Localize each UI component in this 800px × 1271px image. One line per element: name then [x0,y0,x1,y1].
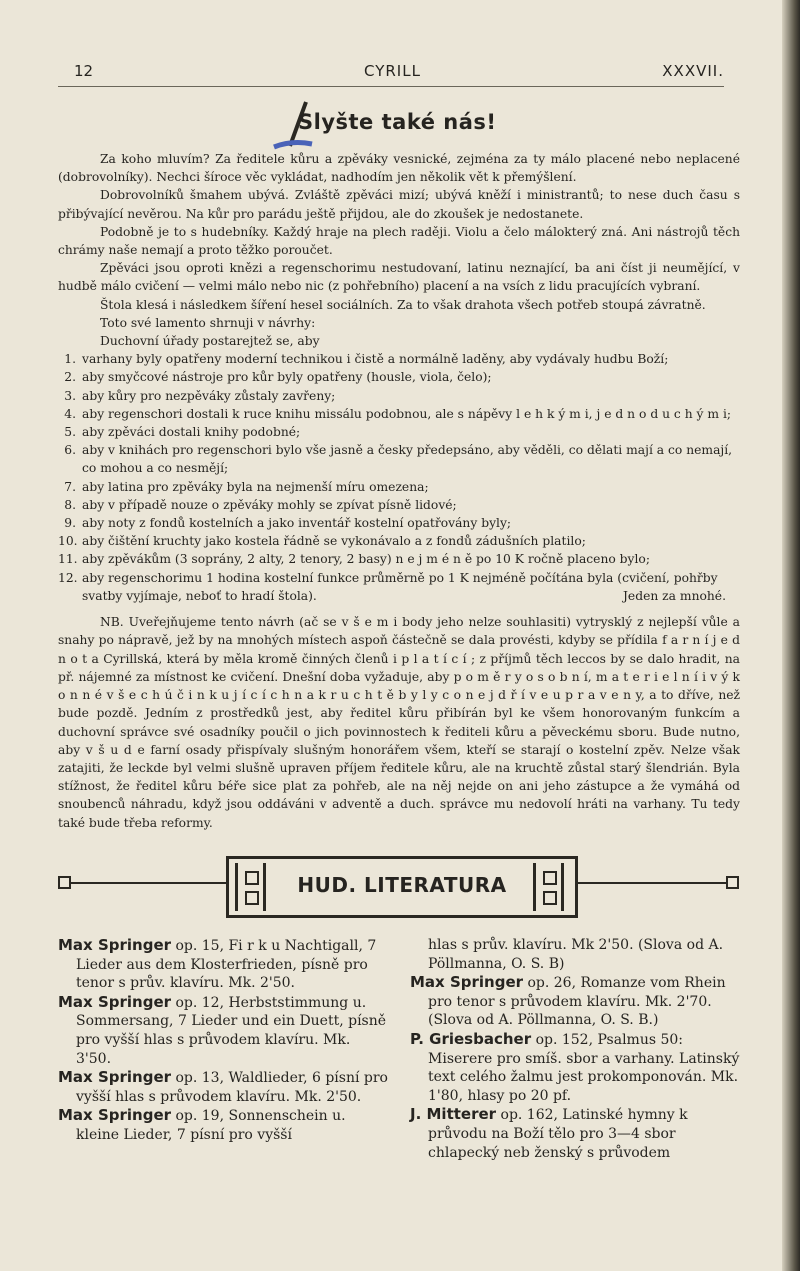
literature-entry: Max Springer op. 13, Waldlieder, 6 písní pro vyšší hlas s průvodem klavíru. Mk. 2'50. [58,1068,388,1105]
paragraph: Zpěváci jsou oproti knězi a regenschorimu nestudovaní, latinu neznající, ba ani číst ji neumějící, v hudbě málo cvičení — velmi málo nebo nic (z pohřebního) placení a na vsích z lidu pracujících vybraní. [58,261,740,294]
paragraph: Dobrovolníků šmahem ubývá. Zvláště zpěváci mizí; ubývá kněží i ministrantů; to nese duch času s přibývající nevěrou. Na kůr pro parádu ještě přijdou, ale do zkoušek je nedostanete. [58,188,740,221]
running-header [74,62,724,84]
article-title: Slyšte také nás! [298,110,497,134]
literature-entry: Max Springer op. 19, Sonnenschein u. kleine Lieder, 7 písní pro vyšší [58,1106,346,1143]
paragraph: Podobně je to s hudebníky. Každý hraje na plech raději. Violu a čelo málokterý zná. Ani nástrojů těch chrámy naše nemají a proto těžko poroučet. [58,224,740,258]
banner-box [226,856,578,918]
proposal-list [58,350,740,605]
entry-author: Max Springer [410,973,524,992]
literature-entry: Max Springer op. 26, Romanze vom Rhein pro tenor s průvodem klavíru. Mk. 2'70. (Slova od A. Pöllmanna, O. S. B.) [410,973,726,1029]
list-item: 5. aby zpěváci dostali knihy podobné; [64,425,301,440]
banner-ornament-right [533,863,569,911]
paragraph: Toto své lamento shrnuji v návrhy: [100,315,316,330]
section-banner [58,856,740,916]
entry-author: P. Griesbacher [410,1029,532,1048]
literature-entry-continued: hlas s prův. klavíru. Mk 2'50. (Slova od A. Pöllmanna, O. S. B) [428,937,724,972]
signature: Jeden za mnohé. [623,589,726,604]
list-item: 12. aby regenschorimu 1 hodina kostelní funkce průměrně po 1 K nejméně počítána byla (cvičení, pohřby svatby vyjímaje, neboť to hradí štola). [58,570,718,603]
literature-column-right [410,936,740,1162]
literature-entry: Max Springer op. 15, Fi r k u Nachtigall, 7 Lieder aus dem Klosterfrieden, písně pro tenor s prův. klavíru. Mk. 2'50. [58,936,377,992]
banner-square-left [58,876,71,889]
list-item: 2. aby smyčcové nástroje pro kůr byly opatřeny (housle, viola, čelo); [64,370,492,385]
page-number: 12 [74,62,94,80]
banner-rule-right [572,882,732,884]
literature-entry: P. Griesbacher op. 152, Psalmus 50: Miserere pro smíš. sbor a varhany. Latinský text celého žalmu jest prokomponován. Mk. 1'80, hlasy po 20 pf. [410,1029,740,1104]
paragraph: Duchovní úřady postarejtež se, aby [100,334,320,349]
literature-column-left [58,936,388,1145]
article-body [58,150,740,832]
list-item: 4. aby regenschori dostali k ruce knihu missálu podobnou, ale s nápěvy l e h k ý m i, j e d n o d u c h ý m i; [64,406,732,421]
paragraph: Štola klesá i následkem šíření hesel sociálních. Za to však drahota všech potřeb stoupá závratně. [100,297,706,312]
list-item: 11. aby zpěvákům (3 soprány, 2 alty, 2 tenory, 2 basy) n e j m é n ě po 10 K ročně placeno bylo; [58,552,650,567]
entry-author: Max Springer [58,1068,172,1087]
section-title: HUD. LITERATURA [297,873,507,897]
list-item: 9. aby noty z fondů kostelních a jako inventář kostelní opatřovány byly; [64,516,512,531]
list-item: 3. aby kůry pro nezpěváky zůstaly zavřeny; [64,388,336,403]
literature-entry: Max Springer op. 12, Herbststimmung u. Sommersang, 7 Lieder und ein Duett, písně pro vyšší hlas s průvodem klavíru. Mk. 3'50. [58,992,387,1067]
volume-number: XXXVII. [662,62,724,80]
banner-rule-left [68,882,228,884]
list-item: 6. aby v knihách pro regenschori bylo vše jasně a česky předepsáno, aby věděli, co dělati mají a co nemají, co mohou a co nesmějí; [64,443,733,476]
entry-author: Max Springer [58,1106,172,1125]
journal-title: CYRILL [364,62,421,80]
banner-ornament-left [235,863,271,911]
literature-entry: J. Mitterer op. 162, Latinské hymny k průvodu na Boží tělo pro 3—4 sbor chlapecký neb ženský s průvodem [410,1105,688,1161]
list-item: 10. aby čištění kruchty jako kostela řádně se vykonávalo a z fondů zádušních platilo; [58,534,586,549]
list-item: 1. varhany byly opatřeny moderní technikou i čistě a normálně laděny, aby vydávaly hudbu Boží; [64,352,669,367]
entry-author: J. Mitterer [410,1105,497,1124]
paragraph: Za koho mluvím? Za ředitele kůru a zpěváky vesnické, zejména za ty málo placené nebo neplacené (dobrovolníky). Nechci šíroce věc vykládat, nadhodím jen několik vět k přemýšlení. [58,152,740,185]
list-item: 7. aby latina pro zpěváky byla na nejmenší míru omezena; [64,479,429,494]
article-heading [268,100,528,150]
page-edge-shadow [782,0,800,1271]
editorial-note: NB. Uveřejňujeme tento návrh (ač se v š e m i body jeho nelze souhlasiti) vytrysklý z nejlepší vůle a snahy po nápravě, jež by na mnohých místech aspoň částečně se dala provésti, kdyby se přídila f a r n í j e d n o t a Cyrillská, která by měla kromě činných členů i p l a t í c í ; z příjmů těch leccos by se dalo hradit, na př. nájemné za místnost ke cvičení. Dnešní doba vyžaduje, aby p o m ě r y o s o b n í, m a t e r i e l n í i v ý k o n n é v š e c h ú č i n k u j í c í c h n a k r u c h t ě b y l y c o n e j d ř í v e u p r a v e n y, a to dříve, než bude pozdě. Jedním z prostředků jest, aby ředitel kůru přibírán byl ke všem honorovaným funkcím a duchovní správce své osadníky poučil o jich povinnostech k řediteli kůru a pěveckému sboru. Bude nutno, aby v š u d e farní osady přispívaly slušným honorářem všem, kteří se starají o kostelní zpěv. Nelze však zatajiti, že leckde byl velmi slušně upraven příjem ředitele kůru, ale na kruchtě zůstal starý šlendrián. Byla stížnost, že ředitel kůru béře sice plat za pohřeb, ale na něj nejde on ani jeho zástupce a že vymáhá od snoubenců náhradu, když jsou oddáváni v adventě a duch. správce mu nedovolí hráti na varhany. Tu tedy také bude třeba reformy. [58,615,740,830]
list-item: 8. aby v případě nouze o zpěváky mohly se zpívat písně lidové; [64,497,457,512]
banner-square-right [726,876,739,889]
header-rule [58,86,724,87]
entry-author: Max Springer [58,936,172,954]
entry-author: Max Springer [58,992,172,1011]
